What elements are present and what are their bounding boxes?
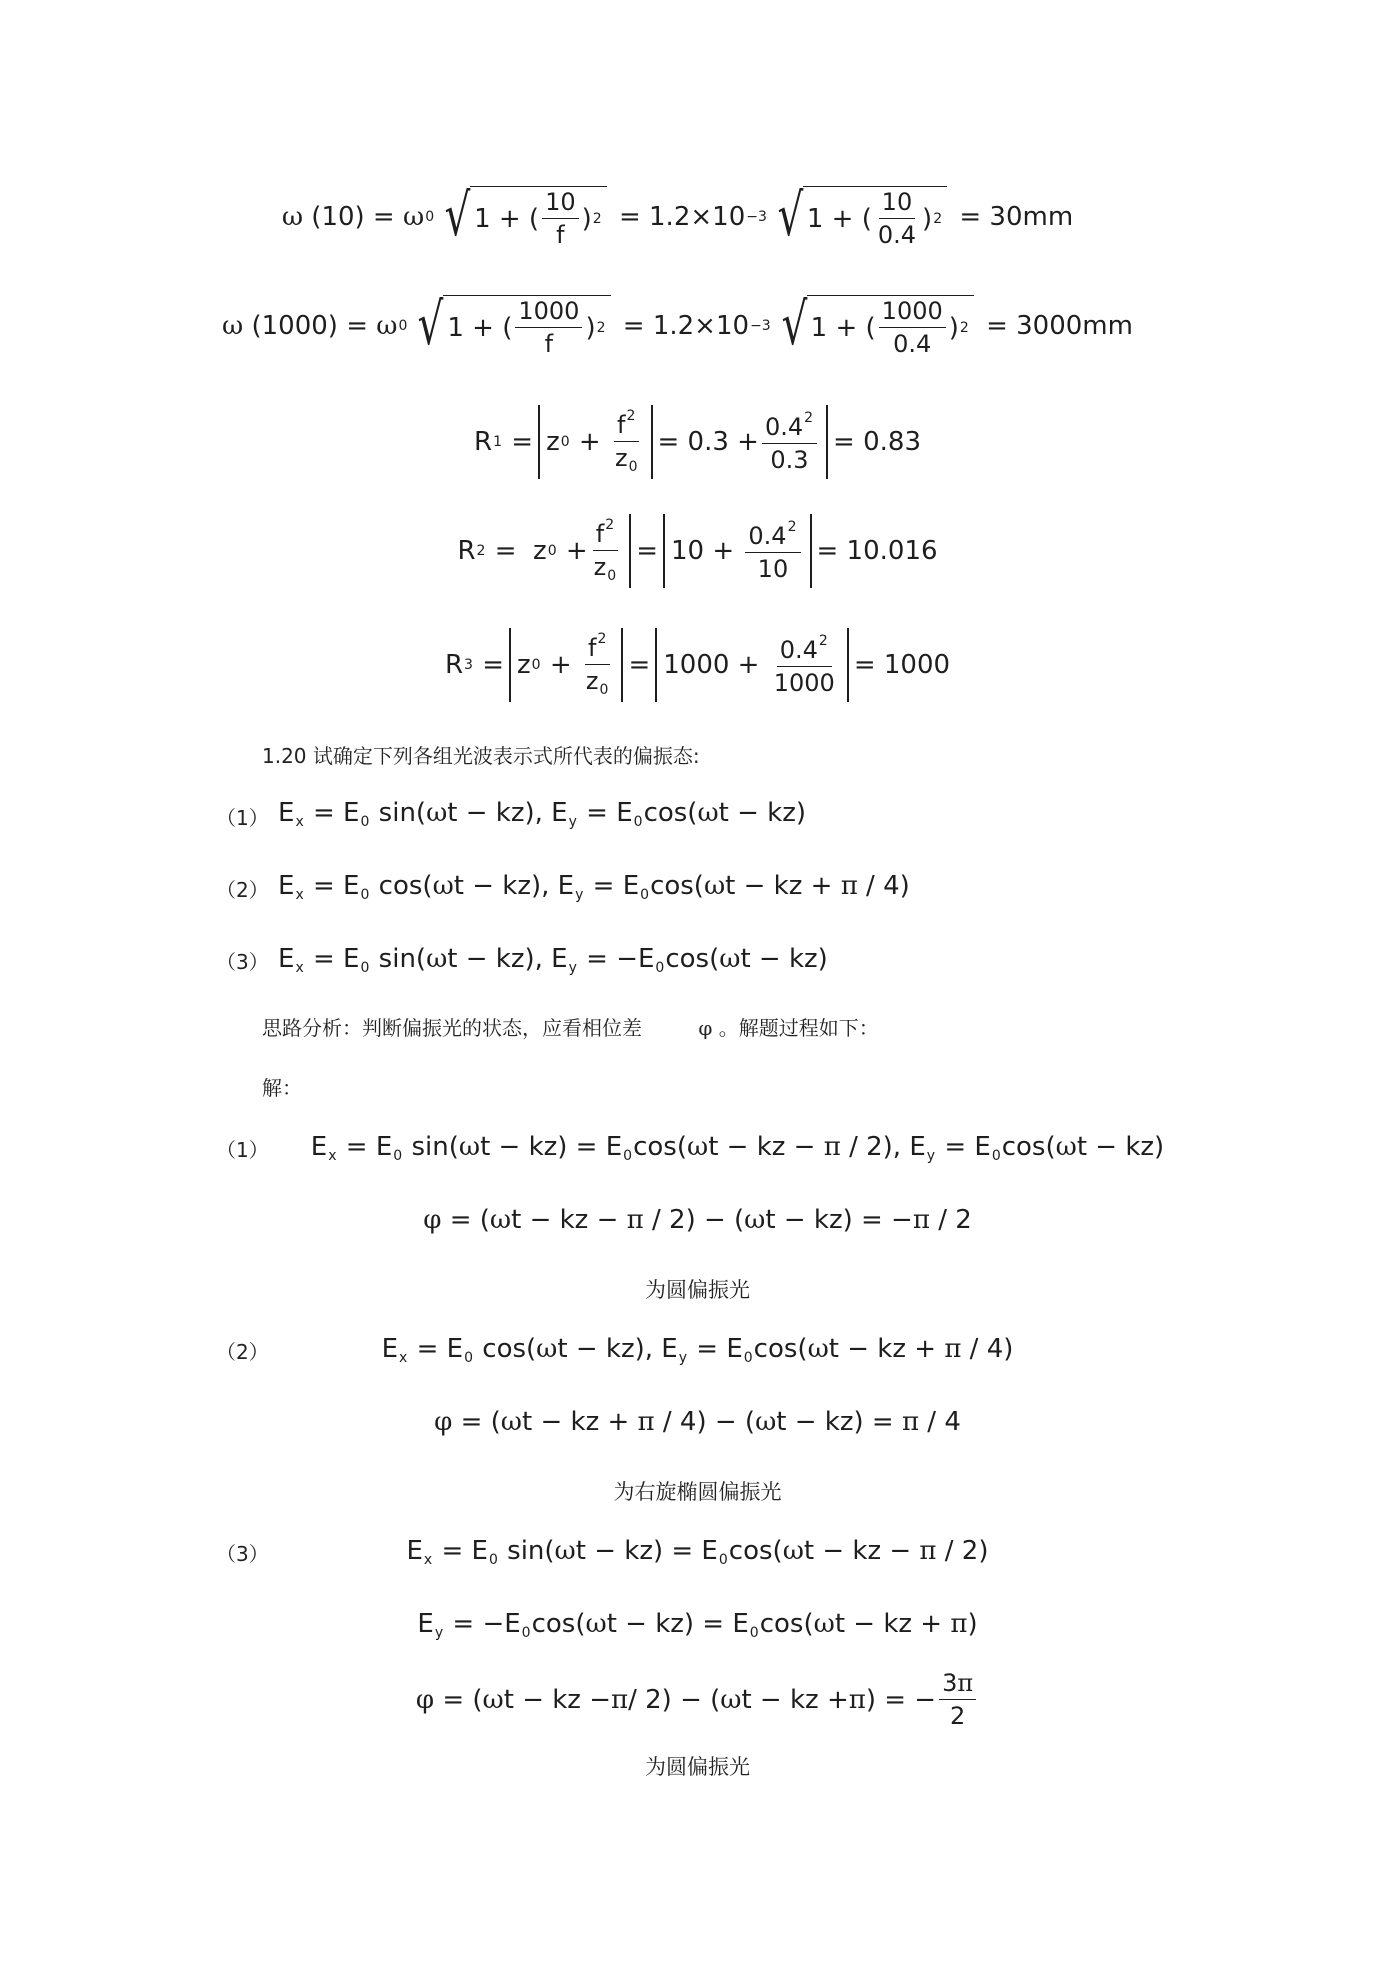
- solution-2-equation: $E_x = E_0$ cos(ωt − kz), $E_y = E_0\cos(\omega t$ − kz + π / 4): [381, 1334, 1014, 1366]
- solution-3-label: （3）: [216, 1542, 269, 1566]
- solution-label: 解：: [262, 1076, 302, 1100]
- solution-2-label: （2）: [216, 1340, 269, 1364]
- problem-title: 1.20 试确定下列各组光波表示式所代表的偏振态:: [262, 744, 700, 768]
- r3-equation: R 3 = z 0 + $\frac{f^2}{z_0}$ = 1000 + $\frac{0.4^2}{1000}$ = 1000: [0, 628, 1395, 702]
- solution-3-equation-y: $E_y = -E_0\cos(\omega t - kz) = E_0\cos(\omega t$ − kz + π): [417, 1609, 978, 1641]
- omega-1000-equation: ω (1000) = ω 0 √ 1 + ( $\frac{1000}{f}$ ) 2 = 1.2×10 −3 √ 1 + ( $\frac{1000}{0.4}$ ) 2 = 3000mm: [222, 290, 1133, 359]
- item-3-label: （3）: [216, 950, 269, 974]
- item-1-equation: $E_x = E_0$ sin(ωt − kz), $E_y = E_0\cos(\omega t - kz)$: [278, 798, 807, 830]
- analysis-text: 思路分析：判断偏振光的状态，应看相位差 φ 。解题过程如下：: [262, 1016, 879, 1040]
- solution-2-phase: φ = (ωt − kz + π / 4) − (ωt − kz) = π / 4: [434, 1407, 961, 1437]
- solution-1-phase: φ = (ωt − kz − π / 2) − (ωt − kz) = −π / 2: [423, 1205, 972, 1235]
- r2-equation: R 2 = z 0 + $\frac{f^2}{z_0}$ = 10 + $\frac{0.4^2}{10}$ = 10.016: [0, 514, 1395, 588]
- solution-1-result: 为圆偏振光: [645, 1278, 750, 1302]
- omega-10-equation: ω (10) = ω 0 √ 1 + ( $\frac{10}{f}$ ) 2 = 1.2×10 −3 √ 1 + ( $\frac{10}{0.4}$ ) 2 = 30mm: [281, 181, 1074, 250]
- solution-3-result: 为圆偏振光: [645, 1755, 750, 1779]
- solution-1-equation: $E_x = E_0$ $\sin(\omega t - kz) = E_0\cos(\omega t$ − kz − π / 2), $E_y = E_0\cos(\omega t - kz)$: [310, 1132, 1165, 1164]
- solution-3-phase: φ = ( ω t − kz − π / 2) − ( ω t − kz + π ) = − $\frac{3\pi}{2}$: [0, 1670, 1395, 1730]
- item-2-label: （2）: [216, 878, 269, 902]
- item-1-label: （1）: [216, 806, 269, 830]
- solution-1-label: （1）: [216, 1138, 269, 1162]
- solution-2-result: 为右旋椭圆偏振光: [613, 1480, 782, 1504]
- item-2-equation: $E_x = E_0$ cos(ωt − kz), $E_y = E_0\cos(\omega t$ − kz + π / 4): [278, 871, 910, 903]
- solution-3-equation-x: $E_x = E_0$ $\sin(\omega t - kz) = E_0\cos(\omega t$ − kz − π / 2): [406, 1536, 989, 1568]
- item-3-equation: $E_x = E_0$ sin(ωt − kz), $E_y = -E_0\cos(\omega t - kz)$: [278, 944, 828, 976]
- r1-equation: R 1 = z 0 + $\frac{f^2}{z_0}$ = 0.3 + $\frac{0.4^2}{0.3}$ = 0.83: [0, 405, 1395, 479]
